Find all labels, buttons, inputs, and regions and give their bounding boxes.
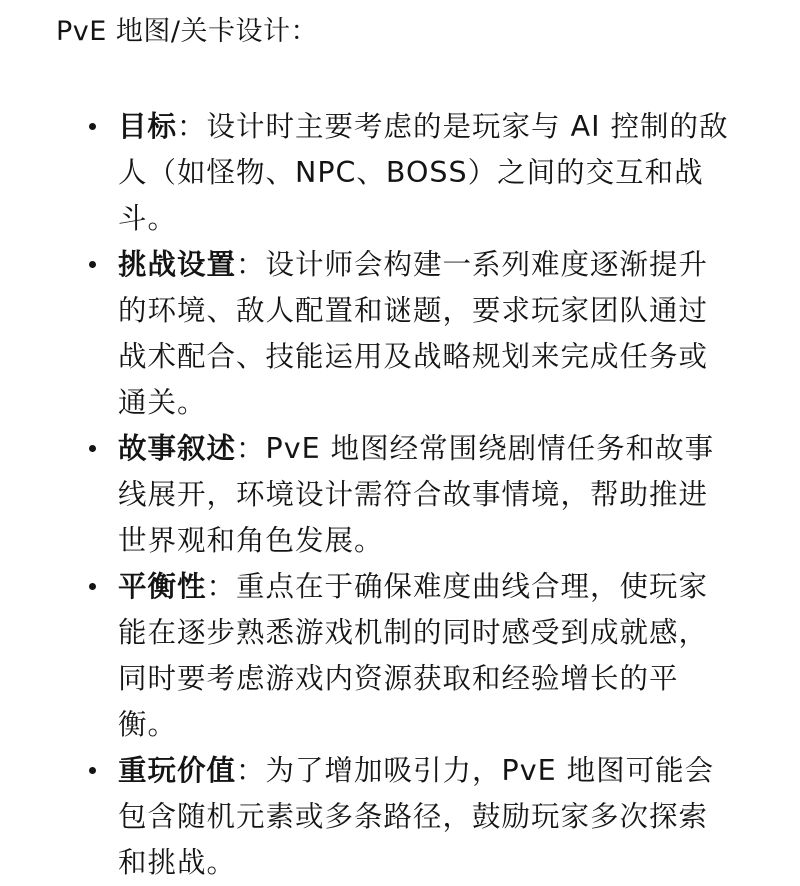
list-item-goal [56, 104, 780, 242]
item-label: 重玩价值 [118, 754, 237, 787]
item-text: PvE 地图经常围绕剧情任务和故事线展开，环境设计需符合故事情境，帮助推进世界观和角色发展。 [118, 432, 715, 557]
item-text: 设计师会构建一系列难度逐渐提升的环境、敌人配置和谜题，要求玩家团队通过战术配合、技能运用及战略规划来完成任务或通关。 [118, 248, 709, 419]
item-label: 平衡性 [118, 570, 207, 603]
item-text: 重点在于确保难度曲线合理，使玩家能在逐步熟悉游戏机制的同时感受到成就感，同时要考虑游戏内资源获取和经验增长的平衡。 [118, 570, 709, 741]
item-label: 故事叙述 [118, 432, 237, 465]
item-separator: ： [236, 432, 266, 465]
section-heading: PvE 地图/关卡设计： [56, 16, 318, 47]
item-label: 目标 [118, 110, 178, 143]
bullet-dot-icon [89, 583, 96, 590]
bullet-dot-icon [89, 767, 96, 774]
bullet-dot-icon [89, 123, 96, 130]
list-item-replay-value [56, 748, 780, 886]
item-separator: ： [236, 248, 266, 281]
bullet-dot-icon [89, 445, 96, 452]
list-item-storytelling [56, 426, 780, 564]
bullet-list [56, 104, 780, 886]
item-separator: ： [177, 110, 207, 143]
item-text: 为了增加吸引力，PvE 地图可能会包含随机元素或多条路径，鼓励玩家多次探索和挑战。 [118, 754, 715, 879]
list-item-balance [56, 564, 780, 748]
item-separator: ： [206, 570, 237, 603]
item-separator: ： [236, 754, 266, 787]
item-label: 挑战设置 [118, 248, 237, 281]
bullet-dot-icon [89, 261, 96, 268]
list-item-challenge-setup [56, 242, 780, 426]
item-text: 设计时主要考虑的是玩家与 AI 控制的敌人（如怪物、NPC、BOSS）之间的交互和战斗。 [118, 110, 729, 235]
